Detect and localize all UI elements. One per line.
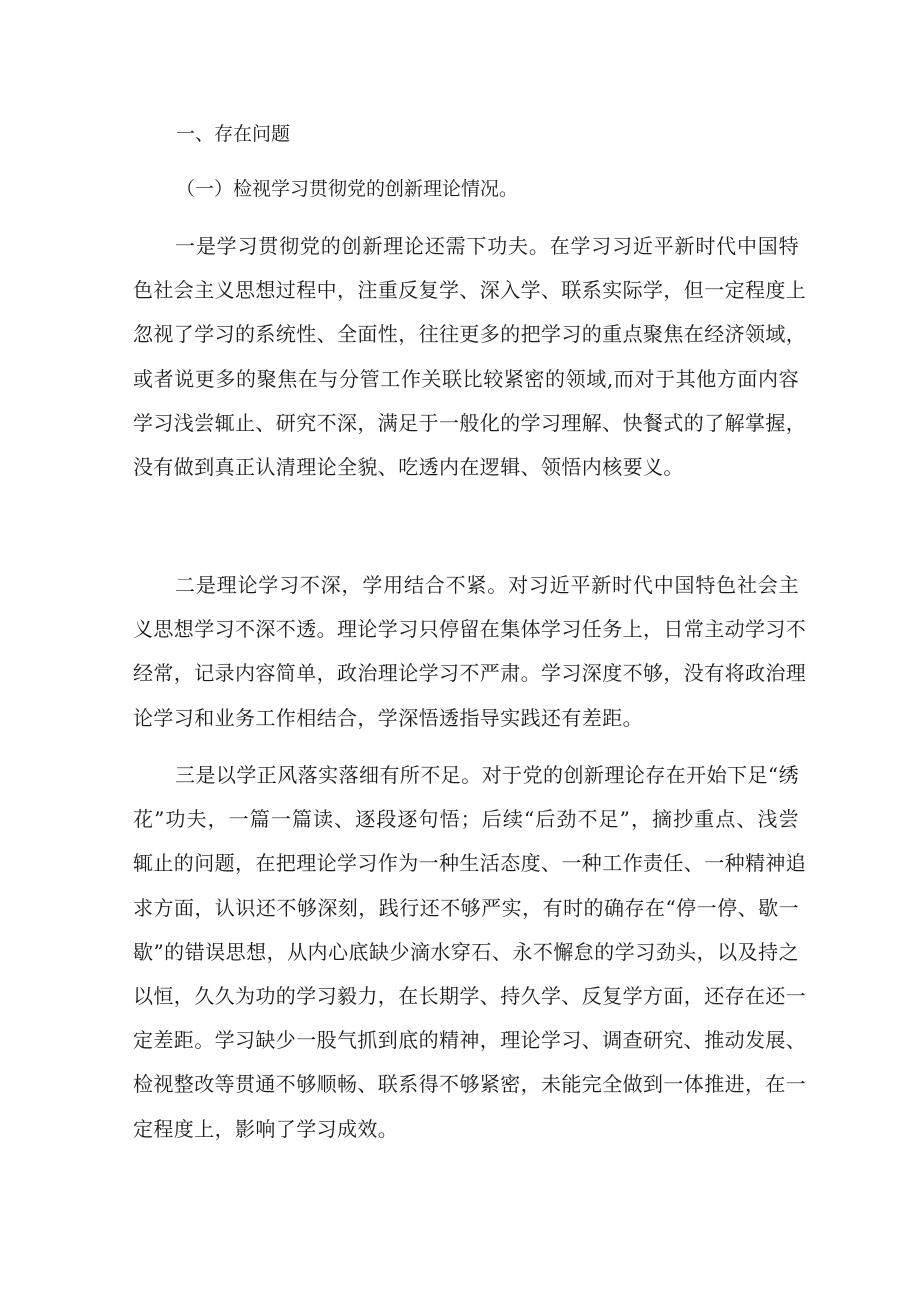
paragraph-line: 论学习和业务工作相结合，学深悟透指导实践还有差距。 — [133, 705, 643, 730]
paragraph-line: 求方面，认识还不够深刻，践行还不够严实，有时的确存在“停一停、歇一 — [133, 895, 799, 920]
paragraph-line: 花”功夫，一篇一篇读、逐段逐句悟；后续“后劲不足”，摘抄重点、浅尝 — [133, 807, 799, 832]
section-heading: 一、存在问题 — [176, 123, 291, 145]
paragraph-line: 以恒，久久为功的学习毅力，在长期学、持久学、反复学方面，还存在还一 — [133, 983, 807, 1008]
paragraph-line: 经常，记录内容简单，政治理论学习不严肃。学习深度不够，没有将政治理 — [133, 661, 807, 686]
paragraph-line: 一是学习贯彻党的创新理论还需下功夫。在学习习近平新时代中国特 — [175, 234, 799, 258]
paragraph-line: 检视整改等贯通不够顺畅、联系得不够紧密，未能完全做到一体推进，在一 — [133, 1072, 807, 1097]
paragraph-line: 二是理论学习不深，学用结合不紧。对习近平新时代中国特色社会主 — [175, 573, 799, 597]
paragraph-line: 忽视了学习的系统性、全面性，往往更多的把学习的重点聚焦在经济领域， — [133, 322, 807, 347]
paragraph-3 — [133, 753, 807, 1151]
paragraph-line: 或者说更多的聚焦在与分管工作关联比较紧密的领域,而对于其他方面内容 — [133, 366, 799, 391]
paragraph-line: 义思想学习不深不透。理论学习只停留在集体学习任务上，日常主动学习不 — [133, 617, 807, 642]
paragraph-line: 三是以学正风落实落细有所不足。对于党的创新理论存在开始下足“绣 — [175, 763, 799, 787]
paragraph-line: 定程度上，影响了学习成效。 — [133, 1116, 399, 1141]
paragraph-line: 歇”的错误思想，从内心底缺少滴水穿石、永不懈怠的学习劲头，以及持之 — [133, 939, 799, 964]
paragraph-2 — [133, 563, 807, 740]
section-subheading: （一）检视学习贯彻党的创新理论情况。 — [176, 178, 519, 200]
paragraph-line: 学习浅尝辄止、研究不深，满足于一般化的学习理解、快餐式的了解掌握， — [133, 410, 807, 435]
paragraph-1 — [133, 224, 807, 489]
paragraph-line: 色社会主义思想过程中，注重反复学、深入学、联系实际学，但一定程度上 — [133, 278, 807, 303]
paragraph-line: 辄止的问题，在把理论学习作为一种生活态度、一种工作责任、一种精神追 — [133, 851, 807, 876]
paragraph-line: 定差距。学习缺少一股气抓到底的精神，理论学习、调查研究、推动发展、 — [133, 1028, 807, 1053]
paragraph-line: 没有做到真正认清理论全貌、吃透内在逻辑、领悟内核要义。 — [133, 454, 684, 479]
